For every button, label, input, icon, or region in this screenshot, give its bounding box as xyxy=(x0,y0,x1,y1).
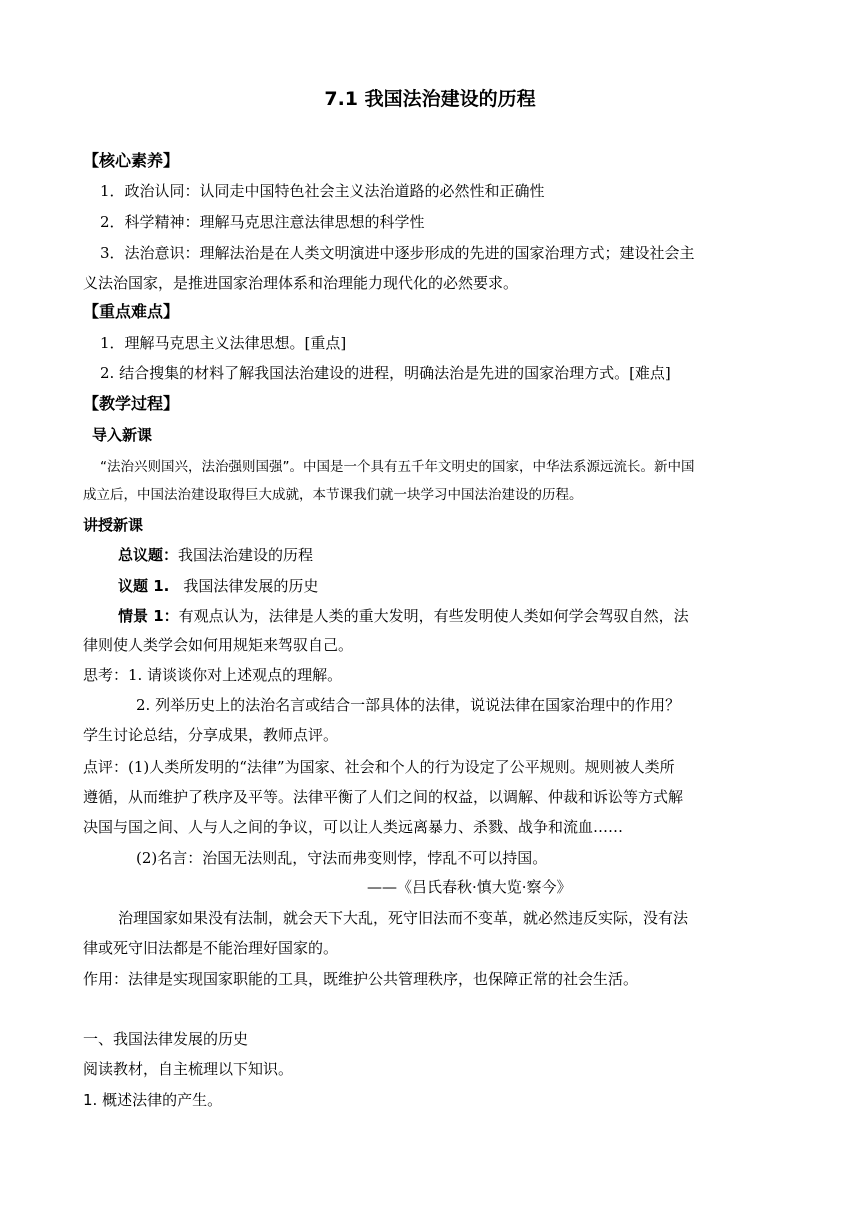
comment-line-2: 遵循，从而维护了秩序及平等。法律平衡了人们之间的权益，以调解、仲裁和诉讼等方式解 xyxy=(83,788,684,806)
section-question-1: 1. 概述法律的产生。 xyxy=(83,1091,223,1109)
core-item-3: 3．法治意识：理解法治是在人类文明演进中逐步形成的先进的国家治理方式；建设社会主 xyxy=(100,244,695,262)
intro-line-1: “法治兴则国兴，法治强则国强”。中国是一个具有五千年文明史的国家，中华法系源远流长。新中国 xyxy=(100,459,695,475)
core-heading: 【核心素养】 xyxy=(83,151,180,170)
core-item-3-cont: 义法治国家，是推进国家治理体系和治理能力现代化的必然要求。 xyxy=(83,274,519,292)
sub-topic xyxy=(118,575,318,597)
sub-topic-text: 我国法律发展的历史 xyxy=(183,577,319,595)
quote: (2)名言：治国无法则乱，守法而弗变则悖，悖乱不可以持国。 xyxy=(136,849,548,867)
key-item-1: 1．理解马克思主义法律思想。[重点] xyxy=(100,334,347,352)
topic-text: 我国法治建设的历程 xyxy=(178,546,314,564)
scene-label: 情景 1： xyxy=(118,607,179,625)
scene-line-1 xyxy=(118,605,689,627)
topic xyxy=(118,544,313,566)
page-title: 7.1 我国法治建设的历程 xyxy=(324,88,536,110)
comment-line-3: 决国与国之间、人与人之间的争议，可以让人类远离暴力、杀戮、战争和流血…… xyxy=(83,818,624,836)
comment-line-1: 点评：(1)人类所发明的“法律”为国家、社会和个人的行为设定了公平规则。规则被人类所 xyxy=(83,758,675,776)
key-heading: 【重点难点】 xyxy=(83,302,180,321)
think-1: 思考：1. 请谈谈你对上述观点的理解。 xyxy=(83,666,343,684)
quote-source: ——《吕氏春秋·慎大览·察今》 xyxy=(367,878,572,896)
explain-line-1: 治理国家如果没有法制，就会天下大乱，死守旧法而不变革，就必然违反实际，没有法 xyxy=(118,909,689,927)
section-instruction: 阅读教材，自主梳理以下知识。 xyxy=(83,1060,294,1078)
topic-label: 总议题： xyxy=(118,546,179,564)
key-item-2: 2. 结合搜集的材料了解我国法治建设的进程，明确法治是先进的国家治理方式。[难点] xyxy=(100,364,671,382)
intro-line-2: 成立后，中国法治建设取得巨大成就，本节课我们就一块学习中国法治建设的历程。 xyxy=(83,487,583,503)
scene-text: 有观点认为，法律是人类的重大发明，有些发明使人类如何学会驾驭自然，法 xyxy=(178,607,689,625)
sub-topic-label: 议题 1. xyxy=(118,577,170,595)
intro-heading: 导入新课 xyxy=(92,426,153,444)
scene-line-2: 律则使人类学会如何用规矩来驾驭自己。 xyxy=(83,636,354,654)
lecture-heading: 讲授新课 xyxy=(83,516,144,534)
think-2: 2. 列举历史上的法治名言或结合一部具体的法律，说说法律在国家治理中的作用？ xyxy=(136,696,681,714)
explain-line-2: 律或死守旧法都是不能治理好国家的。 xyxy=(83,939,339,957)
core-item-2: 2．科学精神：理解马克思注意法律思想的科学性 xyxy=(100,213,425,231)
discuss: 学生讨论总结，分享成果，教师点评。 xyxy=(83,726,339,744)
section-heading: 一、我国法律发展的历史 xyxy=(83,1030,249,1048)
core-item-1: 1．政治认同：认同走中国特色社会主义法治道路的必然性和正确性 xyxy=(100,182,545,200)
process-heading: 【教学过程】 xyxy=(83,394,180,413)
function: 作用：法律是实现国家职能的工具，既维护公共管理秩序，也保障正常的社会生活。 xyxy=(83,970,639,988)
